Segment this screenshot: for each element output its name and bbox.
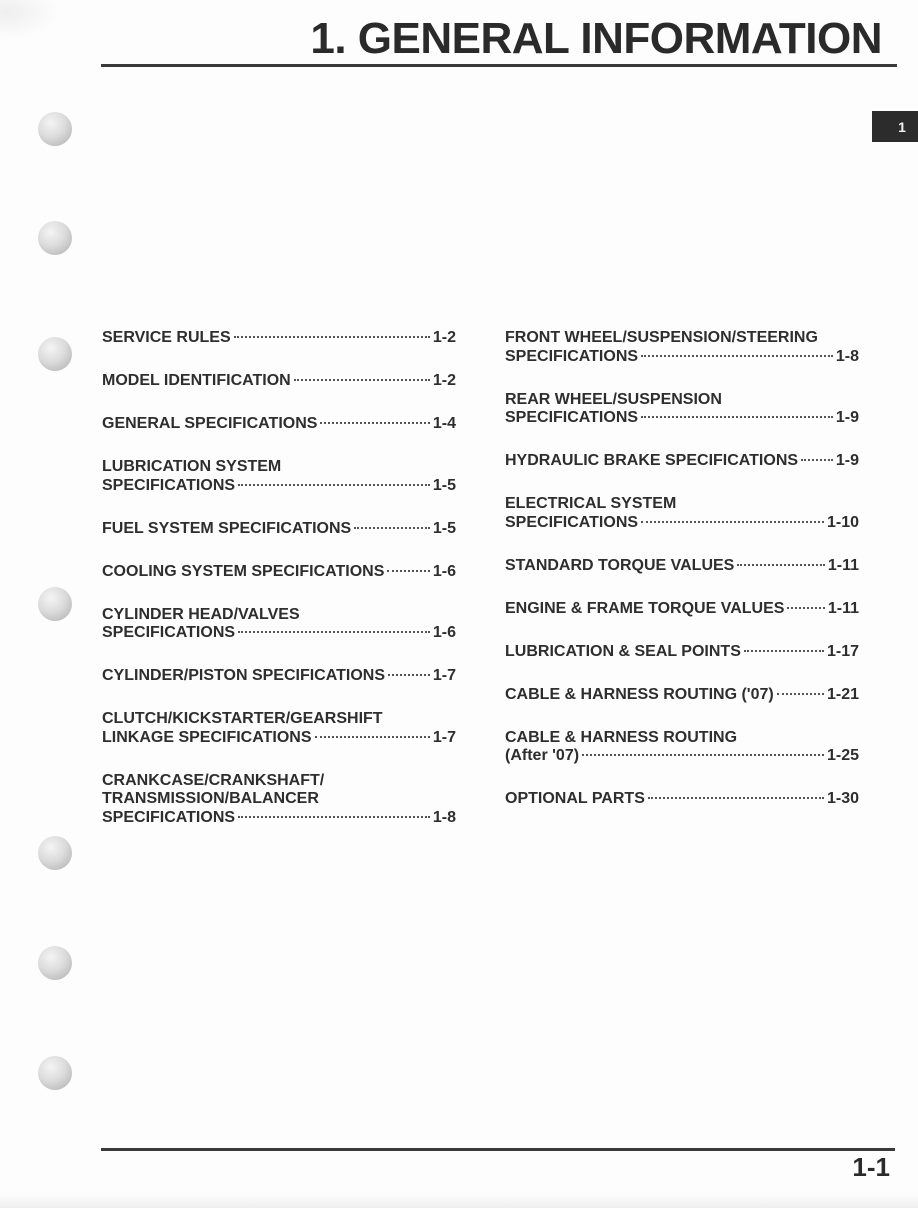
dot-leader (737, 564, 825, 566)
toc-entry[interactable] (102, 372, 456, 391)
toc-entry-label: SERVICE RULES (102, 329, 231, 346)
toc-entry-label: LUBRICATION & SEAL POINTS (505, 642, 741, 660)
toc-entry-label: REAR WHEEL/SUSPENSION (505, 390, 722, 408)
toc-entry-label: SPECIFICATIONS (102, 808, 236, 826)
toc-page-number: 1-30 (826, 790, 859, 807)
toc-entry[interactable] (505, 495, 859, 532)
toc-page-number: 1-2 (432, 329, 456, 346)
toc-entry-label: SPECIFICATIONS (505, 513, 639, 531)
toc-page-number: 1-6 (432, 624, 456, 641)
toc-entry[interactable] (102, 520, 456, 539)
toc-entry[interactable] (102, 772, 456, 828)
toc-entry[interactable] (102, 329, 456, 348)
toc-entry-label: SPECIFICATIONS (102, 624, 236, 641)
dot-leader (582, 754, 824, 756)
dot-leader (387, 570, 429, 572)
page-title: 1. GENERAL INFORMATION (310, 14, 882, 63)
toc-entry[interactable] (102, 606, 456, 643)
toc-entry-label: ENGINE & FRAME TORQUE VALUES (505, 599, 785, 617)
toc-entry[interactable] (505, 643, 859, 662)
section-tab[interactable] (872, 111, 918, 142)
page-corner-shadow (0, 0, 60, 40)
toc-entry[interactable] (505, 686, 859, 705)
toc-entry[interactable] (102, 563, 456, 582)
toc-entry[interactable] (102, 415, 456, 434)
binder-hole-icon (38, 946, 72, 980)
toc-entry-label: (After '07) (505, 747, 580, 764)
dot-leader (641, 355, 833, 357)
toc-entry-label: SPECIFICATIONS (102, 476, 236, 494)
toc-entry-label: CLUTCH/KICKSTARTER/GEARSHIFT (102, 710, 383, 727)
toc-entry-label: SPECIFICATIONS (505, 409, 639, 426)
toc-page-number: 1-10 (826, 513, 859, 531)
toc-entry-label: STANDARD TORQUE VALUES (505, 556, 735, 574)
binder-hole-icon (38, 221, 72, 255)
toc-page-number: 1-17 (826, 642, 859, 660)
toc-entry[interactable] (102, 710, 456, 747)
toc-entry-label: CYLINDER HEAD/VALVES (102, 605, 300, 623)
dot-leader (238, 631, 430, 633)
toc-entry[interactable] (505, 600, 859, 619)
toc-entry-label: GENERAL SPECIFICATIONS (102, 415, 318, 432)
dot-leader (777, 693, 824, 695)
toc-entry-label: CABLE & HARNESS ROUTING ('07) (505, 685, 774, 703)
dot-leader (801, 459, 833, 461)
binder-hole-icon (38, 836, 72, 870)
toc-entry-label: FRONT WHEEL/SUSPENSION/STEERING (505, 329, 818, 346)
dot-leader (315, 736, 430, 738)
toc-page-number: 1-6 (432, 562, 456, 580)
toc-entry-label: SPECIFICATIONS (505, 347, 639, 365)
toc-entry[interactable] (505, 790, 859, 809)
dot-leader (234, 336, 430, 338)
dot-leader (294, 379, 430, 381)
dot-leader (744, 650, 824, 652)
toc-entry-label: LINKAGE SPECIFICATIONS (102, 728, 312, 746)
toc-page-number: 1-7 (432, 667, 456, 684)
dot-leader (641, 521, 824, 523)
toc-entry[interactable] (102, 667, 456, 686)
toc-page-number: 1-25 (826, 747, 859, 764)
toc-entry-label: CYLINDER/PISTON SPECIFICATIONS (102, 667, 385, 684)
toc-page-number: 1-4 (432, 415, 456, 432)
dot-leader (388, 674, 430, 676)
binder-hole-icon (38, 587, 72, 621)
dot-leader (648, 797, 824, 799)
page-number: 1-1 (852, 1152, 890, 1182)
dot-leader (238, 816, 430, 818)
header-rule (101, 64, 897, 67)
toc-page-number: 1-7 (432, 728, 456, 746)
toc-entry-label: TRANSMISSION/BALANCER (102, 790, 319, 807)
toc-entry[interactable] (505, 729, 859, 766)
binder-hole-icon (38, 112, 72, 146)
toc-page-number: 1-8 (835, 347, 859, 365)
toc-page-number: 1-11 (827, 556, 859, 574)
toc-page-number: 1-2 (432, 372, 456, 389)
section-tab-label: 1 (898, 118, 906, 135)
toc-entry-label: HYDRAULIC BRAKE SPECIFICATIONS (505, 452, 799, 469)
toc-entry-label: OPTIONAL PARTS (505, 790, 645, 807)
toc-column-left (102, 329, 456, 852)
toc-entry-label: LUBRICATION SYSTEM (102, 458, 282, 475)
toc-entry[interactable] (102, 458, 456, 495)
dot-leader (320, 422, 429, 424)
dot-leader (238, 484, 430, 486)
toc-page-number: 1-9 (835, 452, 859, 469)
toc-page-number: 1-5 (432, 476, 456, 494)
toc-entry-label: COOLING SYSTEM SPECIFICATIONS (102, 562, 385, 580)
toc-column-right (505, 329, 859, 833)
binder-hole-icon (38, 337, 72, 371)
toc-page-number: 1-21 (826, 685, 859, 703)
toc-entry[interactable] (505, 557, 859, 576)
toc-entry-label: CRANKCASE/CRANKSHAFT/ (102, 771, 325, 789)
dot-leader (787, 607, 824, 609)
toc-page-number: 1-8 (432, 808, 456, 826)
toc-page-number: 1-11 (827, 599, 859, 617)
toc-page-number: 1-5 (432, 519, 456, 537)
toc-entry[interactable] (505, 452, 859, 471)
toc-entry-label: CABLE & HARNESS ROUTING (505, 728, 738, 746)
toc-page-number: 1-9 (835, 409, 859, 426)
toc-entry-label: ELECTRICAL SYSTEM (505, 495, 677, 512)
toc-entry-label: MODEL IDENTIFICATION (102, 372, 291, 389)
dot-leader (641, 416, 833, 418)
toc-entry[interactable] (505, 391, 859, 428)
footer-rule (101, 1148, 895, 1151)
toc-entry[interactable] (505, 329, 859, 366)
page-bottom-shadow (0, 1194, 918, 1208)
binder-hole-icon (38, 1056, 72, 1090)
toc-entry-label: FUEL SYSTEM SPECIFICATIONS (102, 519, 352, 537)
dot-leader (354, 527, 430, 529)
